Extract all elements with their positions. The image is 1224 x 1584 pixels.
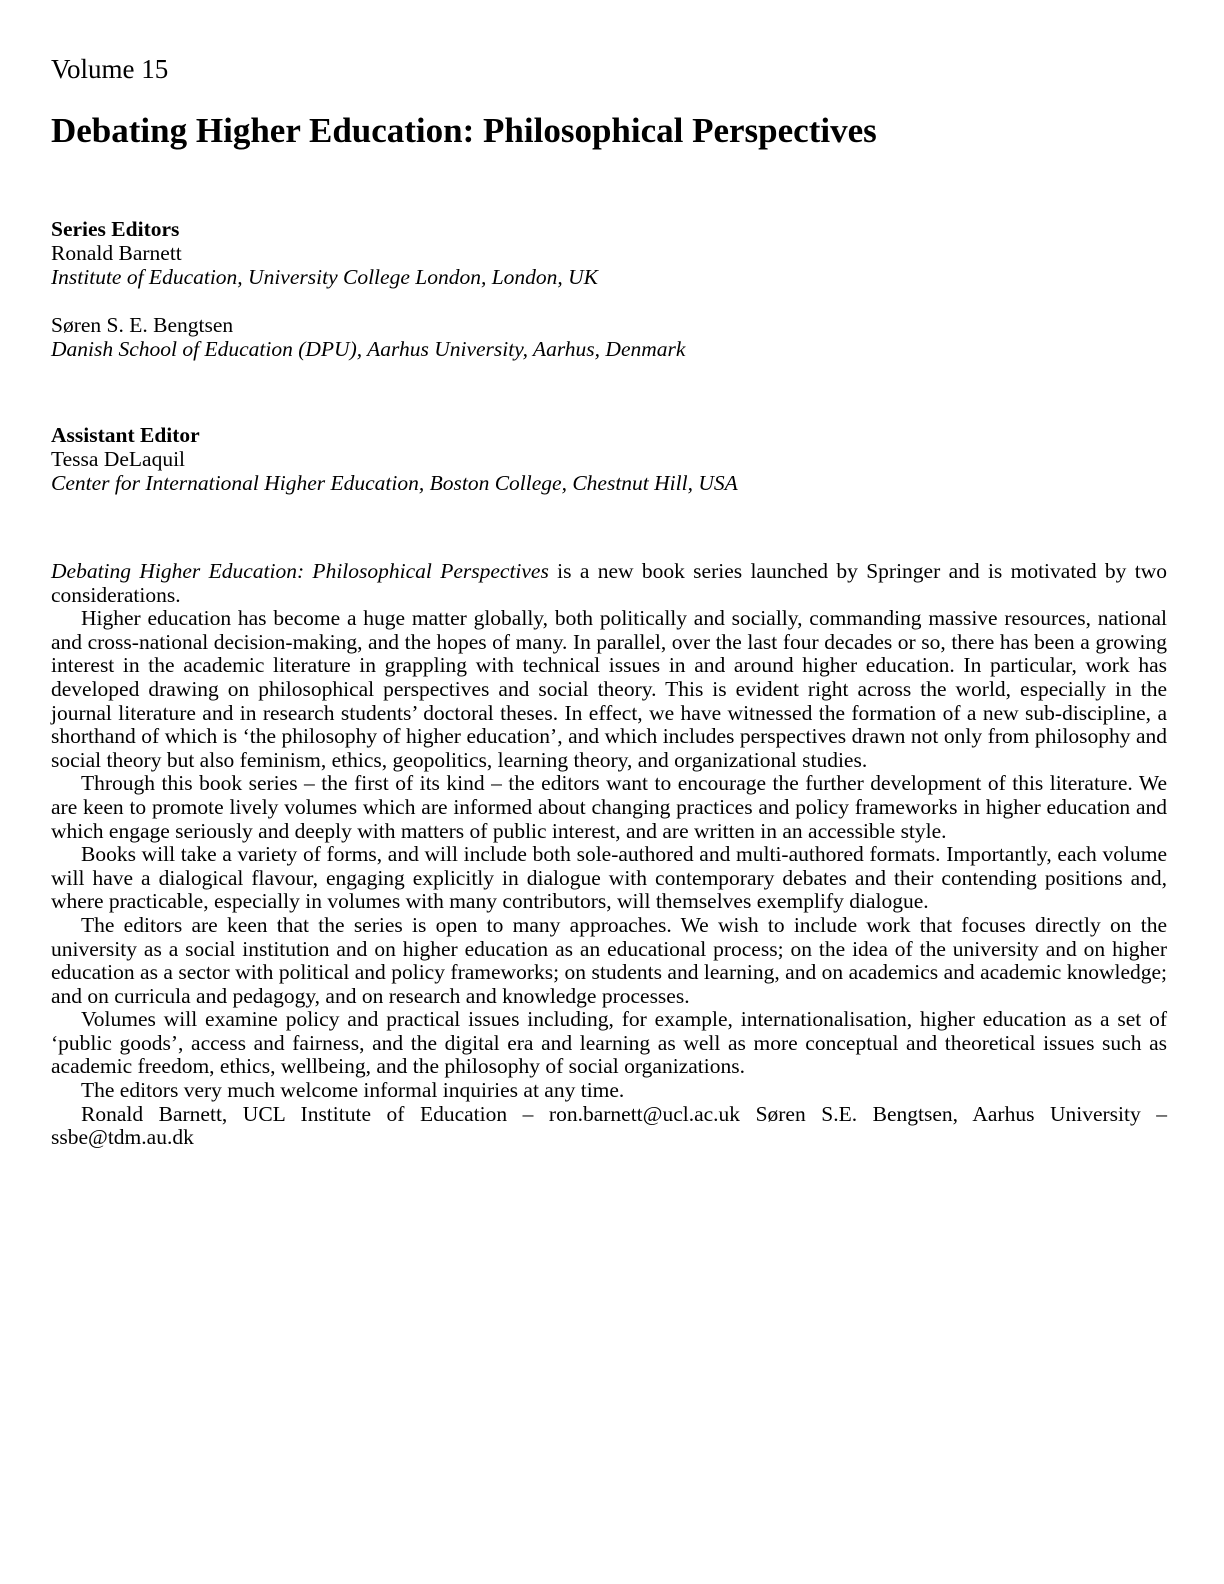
editor-affiliation: Center for International Higher Education, Boston College, Chestnut Hill, USA — [51, 471, 738, 495]
lead-paragraph-text: is a new book series launched by Springer and is motivated by two considerations. — [51, 559, 1167, 607]
editor-affiliation: Danish School of Education (DPU), Aarhus University, Aarhus, Denmark — [51, 337, 686, 361]
editor-affiliation: Institute of Education, University College London, London, UK — [51, 265, 599, 289]
assistant-editor-section — [51, 423, 1167, 495]
body-paragraph: The editors very much welcome informal inquiries at any time. — [81, 1078, 625, 1103]
body-paragraph: Through this book series – the first of its kind – the editors want to encourage the further development of this literature. We are keen to promote lively volumes which are informed about changing practices and policy frameworks in higher education and which engage seriously and deeply with matters of public interest, and are written in an accessible style. — [51, 771, 1167, 843]
series-editors-section — [51, 217, 1167, 361]
series-editor-entry — [51, 241, 1167, 289]
body-paragraph: Books will take a variety of forms, and will include both sole-authored and multi-authored formats. Importantly, each volume will have a dialogical flavour, engaging explicitly in dialogue with contemporary debates and their contending positions and, where practicable, especially in volumes with many contributors, will themselves exemplify dialogue. — [51, 842, 1167, 914]
volume-label: Volume 15 — [51, 54, 169, 84]
assistant-editor-heading: Assistant Editor — [51, 423, 200, 447]
series-editor-entry — [51, 313, 1167, 361]
editor-name: Tessa DeLaquil — [51, 447, 186, 471]
editor-name: Ronald Barnett — [51, 241, 182, 265]
page-title: Debating Higher Education: Philosophical Perspectives — [51, 111, 877, 150]
editor-name: Søren S. E. Bengtsen — [51, 313, 234, 337]
body-paragraph: Higher education has become a huge matter globally, both politically and socially, commanding massive resources, national and cross-national decision-making, and the hopes of many. In parallel, over the last four decades or so, there has been a growing interest in the academic literature in grappling with technical issues in and around higher education. In particular, work has developed drawing on philosophical perspectives and social theory. This is evident right across the world, especially in the journal literature and in research students’ doctoral theses. In effect, we have witnessed the formation of a new sub-discipline, a shorthand of which is ‘the philosophy of higher education’, and which includes perspectives drawn not only from philosophy and social theory but also feminism, ethics, geopolitics, learning theory, and organizational studies. — [51, 606, 1167, 772]
assistant-editor-entry — [51, 447, 1167, 495]
series-title-italic: Debating Higher Education: Philosophical Perspectives — [51, 559, 549, 583]
contact-paragraph: Ronald Barnett, UCL Institute of Education – ron.barnett@ucl.ac.uk Søren S.E. Bengtsen, Aarhus University – ssbe@tdm.au.dk — [51, 1101, 1167, 1150]
lead-paragraph — [51, 560, 1167, 607]
series-description — [51, 560, 1167, 1150]
body-paragraph: Volumes will examine policy and practical issues including, for example, internationalisation, higher education as a set of ‘public goods’, access and fairness, and the digital era and learning as well as more conceptual and theoretical issues such as academic freedom, ethics, wellbeing, and the philosophy of social organizations. — [51, 1007, 1167, 1079]
body-paragraph: The editors are keen that the series is open to many approaches. We wish to include work that focuses directly on the university as a social institution and on higher education as an educational process; on the idea of the university and on higher education as a sector with political and policy frameworks; on students and learning, and on academics and academic knowledge; and on curricula and pedagogy, and on research and knowledge processes. — [51, 912, 1167, 1008]
series-editors-heading: Series Editors — [51, 217, 180, 241]
